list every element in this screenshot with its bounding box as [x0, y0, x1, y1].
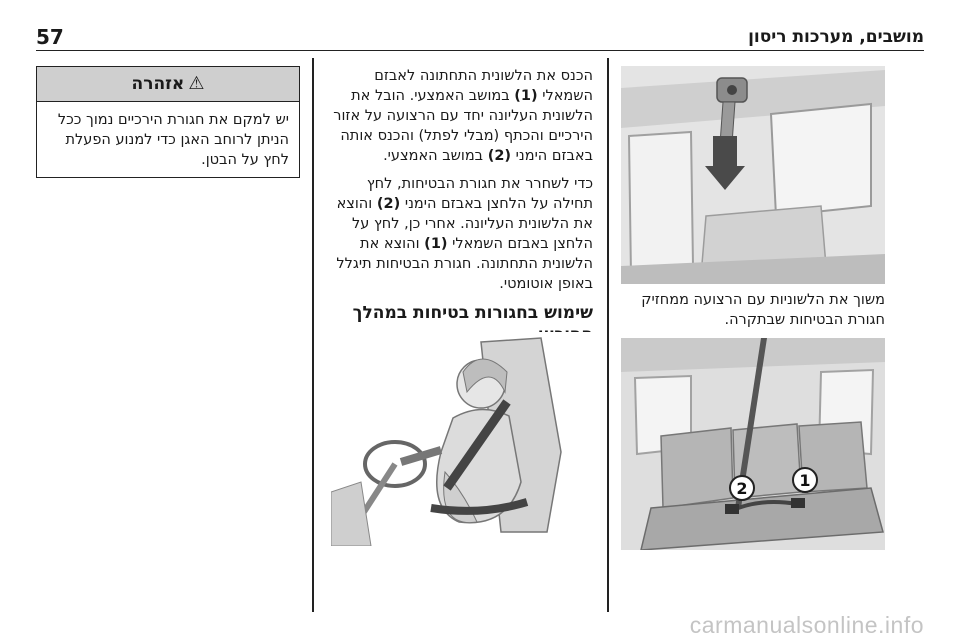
page-number: 57 [36, 25, 64, 49]
figure-caption: משוך את הלשוניות עם הרצועה ממחזיק חגורת הבטיחות שבתקרה. [641, 292, 885, 328]
page-title: מושבים, מערכות ריסון [748, 27, 924, 47]
warning-text: יש למקם את חגורת הירכיים נמוך ככל הניתן לרוחב האגן כדי למנוע הפעלת לחץ על הבטן. [57, 112, 289, 168]
section-heading: שימוש בחגורות בטיחות במהלך [352, 303, 593, 323]
pregnancy-seatbelt-illustration [331, 332, 593, 546]
rear-seat-drawing [621, 338, 885, 550]
page-header [36, 24, 924, 51]
fastening-instructions: הכנס את הלשונית התחתונה לאבזם השמאלי (1) במושב האמצעי. הובל את הלשונית העליונה יחד עם הרצועה על אזור הירכיים והכתף (מבלי לפתל) והכנס אותה באבזם הימני (2) במושב האמצעי. [333, 68, 593, 164]
warning-box [36, 66, 300, 178]
warning-triangle-icon: ⚠ [188, 73, 205, 94]
column-divider-left [312, 58, 314, 612]
site-watermark: carmanualsonline.info [689, 612, 924, 638]
figure-label-1: 1 [799, 471, 811, 490]
rear-seat-belt-illustration [621, 338, 885, 550]
release-instructions: כדי לשחרר את חגורת הבטיחות, לחץ תחילה על הלחצן באבזם הימני (2) והוצא את הלשונית העליונה. אחרי כן, לחץ על הלחצן באבזם השמאלי (1) והוצא את הלשונית התחתונה. חגורת הבטיחות תיגלל באופן אוטומטי. [336, 176, 593, 292]
right-column [621, 58, 885, 612]
figure-label-2: 2 [736, 479, 748, 498]
belt-holder-drawing [621, 66, 885, 284]
belt-holder-illustration [621, 66, 885, 284]
warning-title: ⚠אזהרה [37, 67, 299, 102]
middle-column [323, 58, 593, 612]
pregnant-woman-drawing [331, 332, 593, 546]
column-divider-right [607, 58, 609, 612]
